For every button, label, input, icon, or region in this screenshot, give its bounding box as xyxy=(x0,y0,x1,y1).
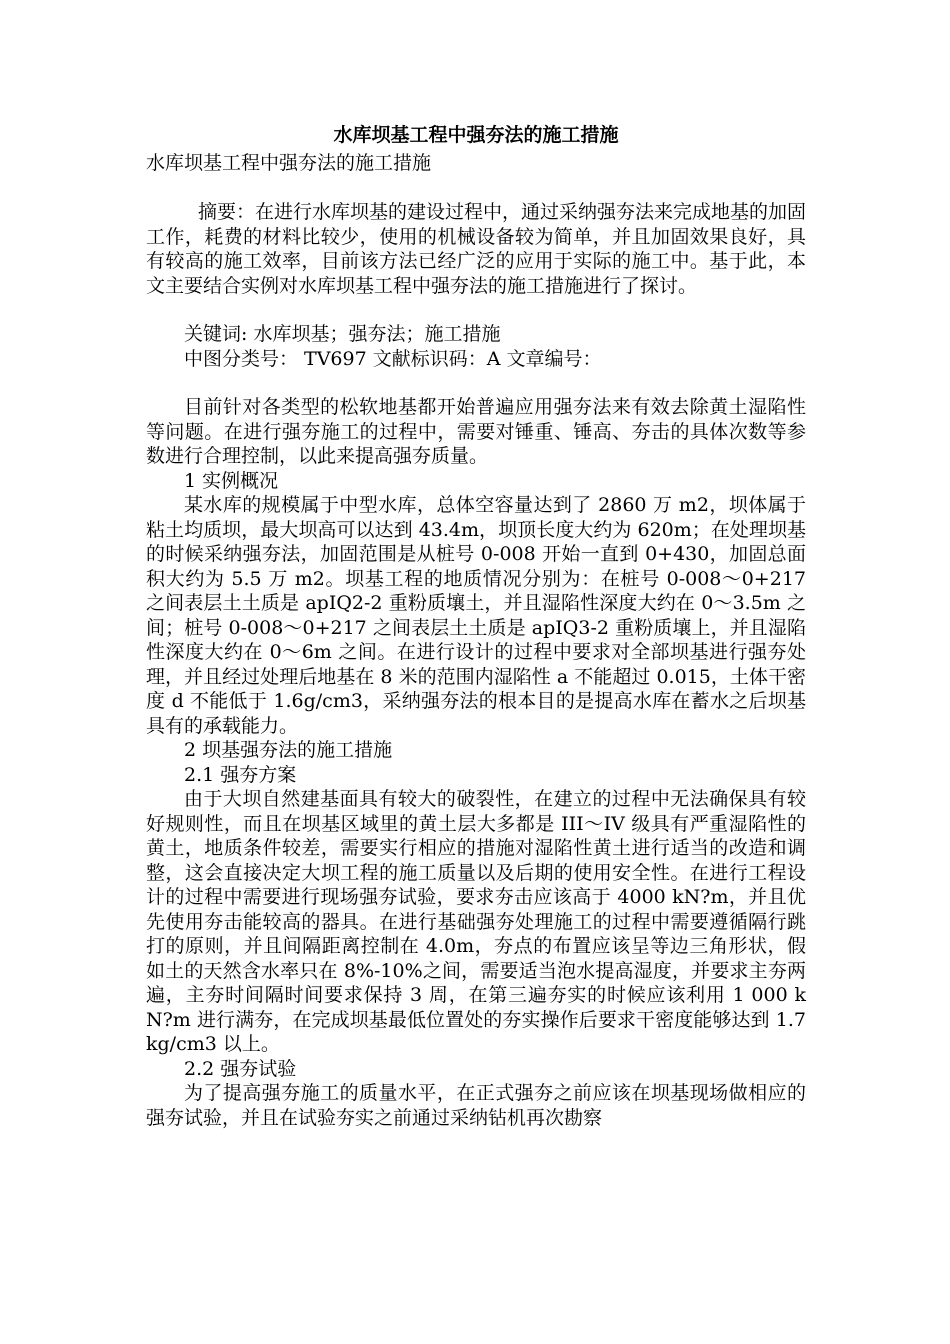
document-subtitle: 水库坝基工程中强夯法的施工措施 xyxy=(146,152,432,174)
intro-paragraph: 目前针对各类型的松软地基都开始普遍应用强夯法来有效去除黄土湿陷性等问题。在进行强夯施工的过程中，需要对锤重、锤高、夯击的具体次数等参数进行合理控制，以此来提高强夯质量。 xyxy=(146,396,806,467)
section21-paragraph: 由于大坝自然建基面具有较大的破裂性，在建立的过程中无法确保具有较好规则性，而且在坝基区域里的黄土层大多都是 III～IV 级具有严重湿陷性的黄土，地质条件较差，需要实行相应的措施对湿陷性黄土进行适当的改造和调整，这会直接决定大坝工程的施工质量以及后期的使用安全性。在进行工程设计的过程中需要进行现场强夯试验，要求夯击应该高于 4000 kN?m，并且优先使用夯击能较高的器具。在进行基础强夯处理施工的过程中需要遵循隔行跳打的原则，并且间隔距离控制在 4.0m，夯点的布置应该呈等边三角形状，假如土的天然含水率只在 8%-10%之间，需要适当泡水提高湿度，并要求主夯两遍，主夯时间隔时间要求保持 3 周，在第三遍夯实的时候应该利用 1 000 kN?m 进行满夯，在完成坝基最低位置处的夯实操作后要求干密度能够达到 1.7 kg/cm3 以上。 xyxy=(146,788,806,1055)
keywords-line: 关键词: 水库坝基；强夯法；施工措施 xyxy=(184,323,501,345)
section1-heading: 1 实例概况 xyxy=(184,469,279,492)
section1-paragraph: 某水库的规模属于中型水库，总体空容量达到了 2860 万 m2，坝体属于粘土均质坝，最大坝高可以达到 43.4m，坝顶长度大约为 620m；在处理坝基的时候采纳强夯法，加固范围是从桩号 0-008 开始一直到 0+430，加固总面积大约为 5.5 万 m2。坝基工程的地质情况分别为：在桩号 0-008～0+217 之间表层土土质是 apIQ2-2 重粉质壤土，并且湿陷性深度大约在 0～3.5m 之间；桩号 0-008～0+217 之间表层土土质是 apIQ3-2 重粉质壤上，并且湿陷性深度大约在 0～6m 之间。在进行设计的过程中要求对全部坝基进行强夯处理，并且经过处理后地基在 8 米的范围内湿陷性 a 不能超过 0.015，土体干密度 d 不能低于 1.6g/cm3，采纳强夯法的根本目的是提高水库在蓄水之后坝基具有的承载能力。 xyxy=(146,494,806,737)
abstract-paragraph: 摘要：在进行水库坝基的建设过程中，通过采纳强夯法来完成地基的加固工作，耗费的材料比较少，使用的机械设备较为简单，并且加固效果良好，具有较高的施工效率，目前该方法已经广泛的应用于实际的施工中。基于此，本文主要结合实例对水库坝基工程中强夯法的施工措施进行了探讨。 xyxy=(146,201,807,297)
section22-heading: 2.2 强夯试验 xyxy=(184,1057,297,1080)
document-title: 水库坝基工程中强夯法的施工措施 xyxy=(333,124,619,146)
section21-heading: 2.1 强夯方案 xyxy=(184,763,297,786)
section2-heading: 2 坝基强夯法的施工措施 xyxy=(184,739,393,761)
classification-line: 中图分类号： TV697 文献标识码：A 文章编号： xyxy=(184,347,602,370)
document-page xyxy=(146,120,806,1130)
section22-paragraph: 为了提高强夯施工的质量水平，在正式强夯之前应该在坝基现场做相应的强夯试验，并且在试验夯实之前通过采纳钻机再次勘察 xyxy=(146,1082,806,1129)
